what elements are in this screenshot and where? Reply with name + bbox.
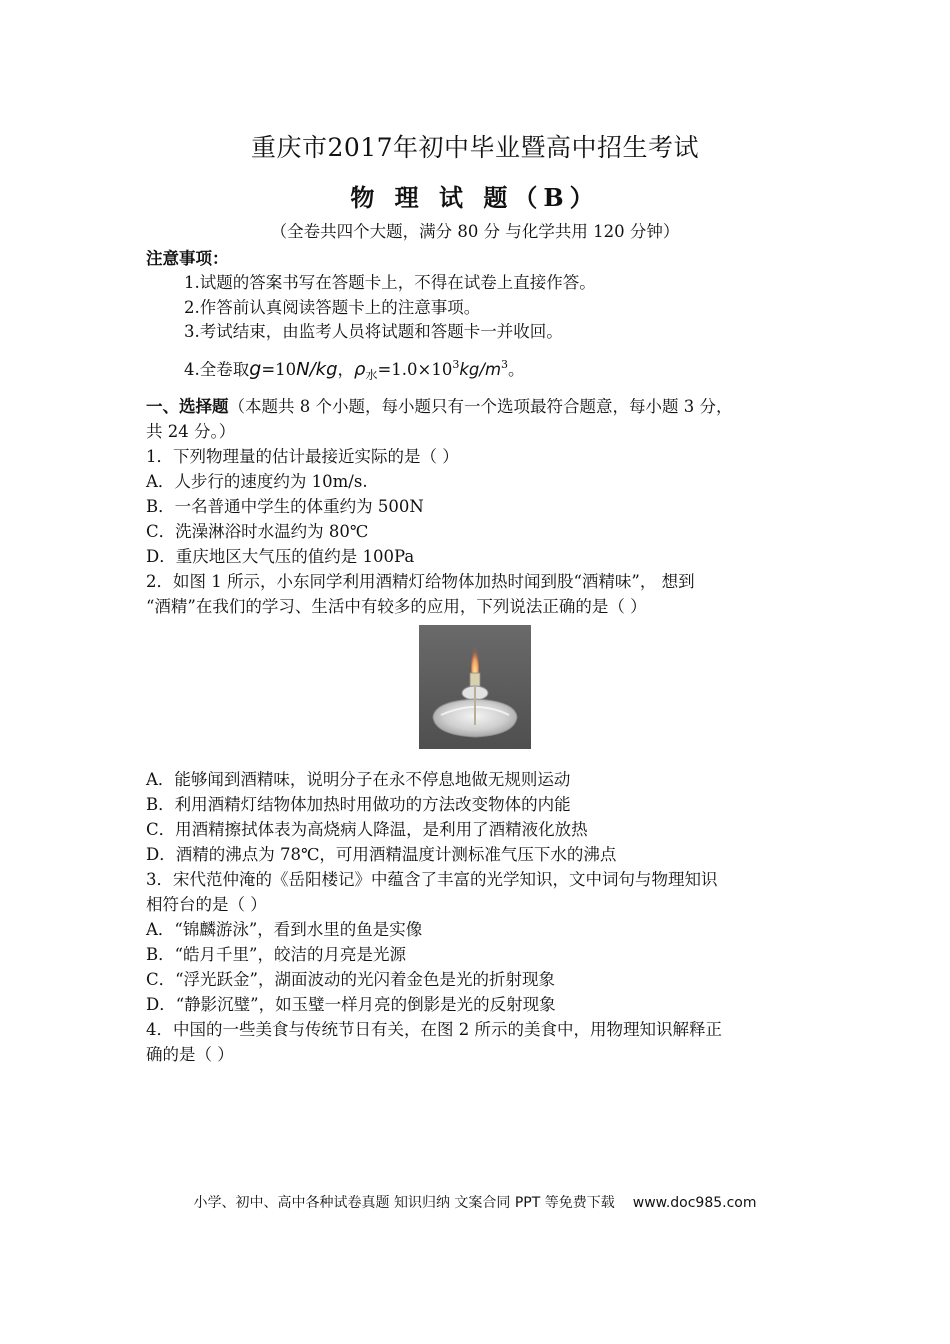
q2-option-a: A．能够闻到酒精味，说明分子在永不停息地做无规则运动 — [146, 770, 571, 789]
footer-url[interactable]: www.doc985.com — [632, 1195, 757, 1211]
note4-g-eq: =10 — [261, 360, 297, 379]
alcohol-lamp-illustration — [419, 625, 531, 749]
note4-g-unit: N/kg — [296, 359, 338, 380]
note-item-4 — [184, 356, 525, 380]
exam-info: （全卷共四个大题，满分 80 分 与化学共用 120 分钟） — [270, 222, 680, 241]
alcohol-lamp-photo — [419, 625, 531, 749]
q2-stem-line2: “酒精”在我们的学习、生活中有较多的应用，下列说法正确的是（ ） — [146, 597, 647, 616]
q3-option-d: D．“静影沉璧”，如玉璧一样月亮的倒影是光的反射现象 — [146, 995, 556, 1014]
section1-line1 — [146, 393, 732, 417]
q4-stem-line2: 确的是（ ） — [146, 1045, 234, 1064]
notes-heading: 注意事项： — [146, 249, 229, 268]
footer-text: 小学、初中、高中各种试卷真题 知识归纳 文案合同 PPT 等免费下载 — [193, 1195, 615, 1211]
exam-subtitle: 物 理 试 题（B） — [350, 183, 600, 212]
q3-stem-line2: 相符台的是（ ） — [146, 895, 267, 914]
note4-rho-eq: =1.0×10 — [377, 360, 453, 379]
note4-g: g — [249, 358, 262, 380]
note4-end: 。 — [508, 360, 525, 379]
q3-option-c: C．“浮光跃金”，湖面波动的光闪着金色是光的折射现象 — [146, 970, 555, 989]
q2-option-b: B．利用酒精灯结物体加热时用做功的方法改变物体的内能 — [146, 795, 571, 814]
q1-option-c: C．洗澡淋浴时水温约为 80℃ — [146, 522, 369, 541]
note4-rho-exp: 3 — [452, 358, 460, 371]
note-item-1: 1.试题的答案书写在答题卡上，不得在试卷上直接作答。 — [184, 273, 596, 292]
note4-rho-sub: 水 — [365, 368, 378, 382]
q3-option-a: A．“锦麟游泳”，看到水里的鱼是实像 — [146, 920, 423, 939]
section1-label: 一、选择题 — [146, 397, 229, 416]
q1-stem: 1．下列物理量的估计最接近实际的是（ ） — [146, 447, 459, 466]
q2-option-d: D．酒精的沸点为 78℃，可用酒精温度计测标准气压下水的沸点 — [146, 845, 617, 864]
q3-option-b: B．“皓月千里”，皎洁的月亮是光源 — [146, 945, 406, 964]
note4-rho: ρ — [354, 359, 366, 380]
exam-title: 重庆市2017年初中毕业暨高中招生考试 — [250, 133, 700, 162]
q1-option-a: A．人步行的速度约为 10m/s. — [146, 472, 368, 491]
q3-stem-line1: 3．宋代范仲淹的《岳阳楼记》中蕴含了丰富的光学知识，文中词句与物理知识 — [146, 870, 718, 889]
section1-line2: 共 24 分。） — [146, 422, 236, 441]
page-footer — [0, 1192, 950, 1212]
section1-desc: （本题共 8 个小题，每小题只有一个选项最符合题意，每小题 3 分， — [228, 397, 733, 416]
q2-option-c: C．用酒精擦拭体表为高烧病人降温，是利用了酒精液化放热 — [146, 820, 588, 839]
q4-stem-line1: 4．中国的一些美食与传统节日有关，在图 2 所示的美食中，用物理知识解释正 — [146, 1020, 722, 1039]
note-item-2: 2.作答前认真阅读答题卡上的注意事项。 — [184, 298, 481, 317]
note4-prefix: 4.全卷取 — [184, 360, 250, 379]
note4-comma: ， — [337, 360, 355, 379]
note-item-3: 3.考试结束，由监考人员将试题和答题卡一并收回。 — [184, 322, 563, 341]
q1-option-d: D．重庆地区大气压的值约是 100Pa — [146, 547, 415, 566]
q1-option-b: B．一名普通中学生的体重约为 500N — [146, 497, 424, 516]
note4-rho-unit: kg/m — [459, 360, 502, 379]
q2-stem-line1: 2．如图 1 所示，小东同学利用酒精灯给物体加热时闻到股“酒精味”， 想到 — [146, 572, 695, 591]
note4-rho-unit-exp: 3 — [501, 358, 509, 371]
